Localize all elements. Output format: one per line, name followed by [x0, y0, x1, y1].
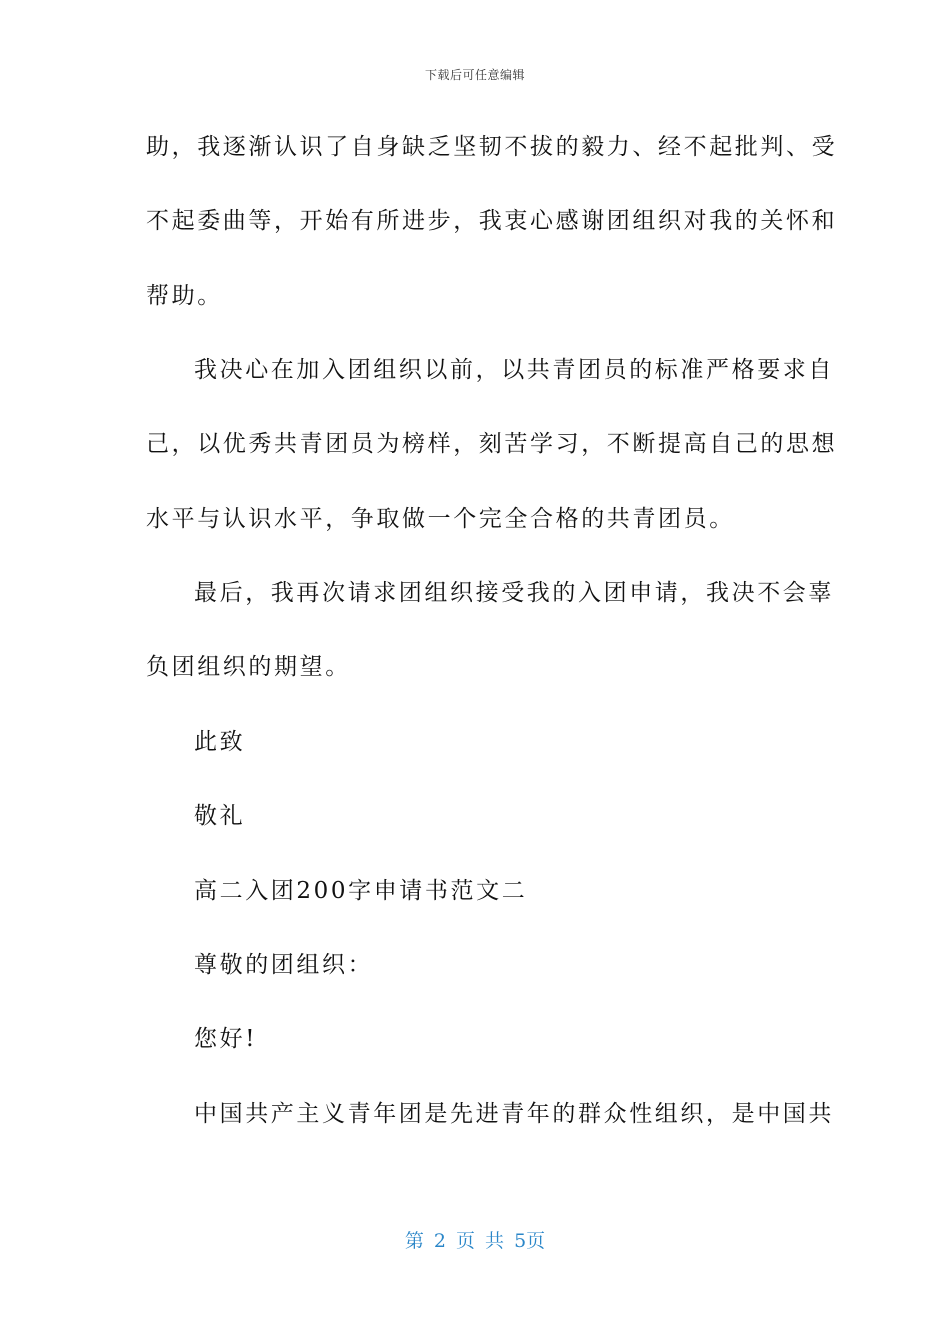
- paragraph-line: 己，以优秀共青团员为榜样，刻苦学习，不断提高自己的思想: [146, 431, 838, 457]
- paragraph-line: 帮助。: [146, 283, 223, 309]
- paragraph-line: 最后，我再次请求团组织接受我的入团申请，我决不会辜: [194, 580, 834, 606]
- paragraph-line: 助，我逐渐认识了自身缺乏坚韧不拔的毅力、经不起批判、受: [146, 134, 838, 160]
- page-header: 下载后可任意编辑: [424, 68, 525, 82]
- paragraph-line: 不起委曲等，开始有所进步，我衷心感谢团组织对我的关怀和: [146, 208, 838, 234]
- page-number-footer: 第 2 页 共 5页: [404, 1230, 546, 1252]
- paragraph-line: 我决心在加入团组织以前，以共青团员的标准严格要求自: [194, 357, 834, 383]
- paragraph-line: 中国共产主义青年团是先进青年的群众性组织，是中国共: [194, 1101, 834, 1127]
- section-title: 高二入团200字申请书范文二: [194, 878, 528, 904]
- greeting-line: 您好!: [194, 1026, 258, 1052]
- salutation-line: 敬礼: [194, 803, 246, 829]
- greeting-line: 尊敬的团组织：: [194, 952, 374, 978]
- paragraph-line: 水平与认识水平，争取做一个完全合格的共青团员。: [146, 506, 735, 532]
- paragraph-line: 负团组织的期望。: [146, 654, 351, 680]
- salutation-line: 此致: [194, 729, 246, 755]
